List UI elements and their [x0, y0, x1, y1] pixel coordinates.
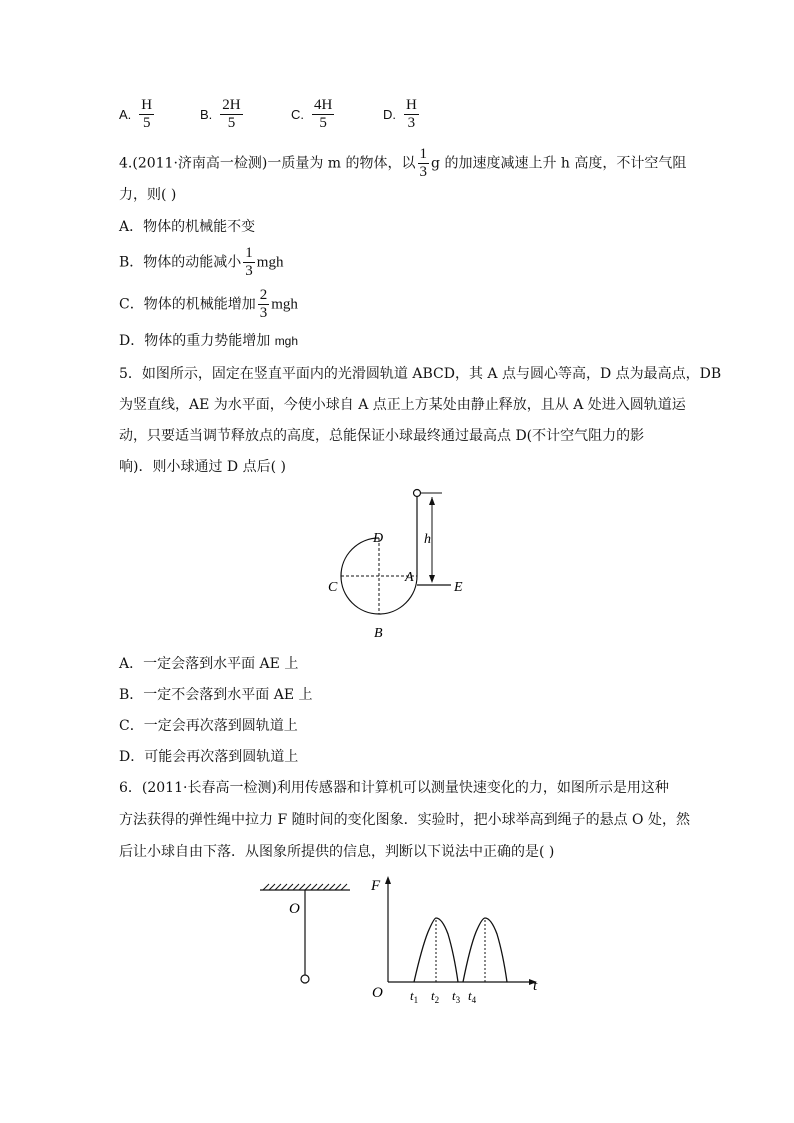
- q5-option-c: C．一定会再次落到圆轨道上: [119, 718, 298, 734]
- q6-stem-line3: 后让小球自由下落．从图象所提供的信息，判断以下说法中正确的是( ): [119, 844, 555, 860]
- q6-origin-label: O: [372, 985, 383, 1001]
- q5-option-a: A．一定会落到水平面 AE 上: [119, 656, 299, 672]
- q6-stem-line2: 方法获得的弹性绳中拉力 F 随时间的变化图象．实验时，把小球举高到绳子的悬点 O 处，然: [119, 812, 690, 828]
- q6-tick-t2: $t_2$: [431, 988, 440, 1005]
- q3-option-a: A. $\frac{H}{5}$: [119, 97, 153, 131]
- q6-tick-t1: $t_1$: [410, 988, 419, 1005]
- q5-label-a: A: [405, 570, 414, 585]
- q5-stem-line1: 5．如图所示，固定在竖直平面内的光滑圆轨道 ABCD，其 A 点与圆心等高，D 点为最高点，DB: [119, 366, 722, 382]
- q5-label-c: C: [328, 580, 338, 595]
- q3-option-b: B. $\frac{2H}{5}$: [200, 97, 241, 131]
- q4-option-c: C．物体的机械能增加 $\frac{2}{3}$ mgh: [119, 287, 298, 321]
- q4-option-a: A．物体的机械能不变: [119, 219, 256, 235]
- q5-stem-line2: 为竖直线，AE 为水平面，今使小球自 A 点正上方某处由静止释放，且从 A 处进入圆轨道运: [119, 397, 686, 413]
- q4-stem: 4.(2011·济南高一检测)一质量为 m 的物体，以 $\frac{1}{3}$ g 的加速度减速上升 h 高度，不计空气阻: [119, 146, 687, 180]
- q6-tick-t3: $t_3$: [452, 988, 461, 1005]
- q3-option-d: D. $\frac{H}{3}$: [383, 97, 417, 131]
- q5-track-diagram: [320, 485, 480, 645]
- q6-stem-line1: 6．(2011·长春高一检测)利用传感器和计算机可以测量快速变化的力，如图所示是用这种: [119, 780, 669, 796]
- q3-option-c: C. $\frac{4H}{5}$: [291, 97, 333, 131]
- q5-stem-line3: 动，只要适当调节释放点的高度，总能保证小球最终通过最高点 D(不计空气阻力的影: [119, 428, 645, 444]
- q6-tick-t4: $t_4$: [468, 988, 477, 1005]
- q5-option-b: B．一定不会落到水平面 AE 上: [119, 687, 313, 703]
- q6-label-o-suspension: O: [289, 901, 300, 917]
- q6-rope-diagram: [255, 880, 355, 990]
- q4-option-b: B．物体的动能减小 $\frac{1}{3}$ mgh: [119, 245, 284, 279]
- q4-option-d: D．物体的重力势能增加 mgh: [119, 333, 299, 349]
- q5-label-h: h: [424, 532, 431, 547]
- q5-label-d: D: [373, 531, 384, 546]
- q6-axis-label-t: t: [533, 978, 538, 994]
- q5-stem-line4: 响)．则小球通过 D 点后( ): [119, 459, 286, 475]
- q5-label-e: E: [454, 580, 463, 595]
- q6-force-time-graph: [368, 872, 548, 1007]
- q5-option-d: D．可能会再次落到圆轨道上: [119, 749, 299, 765]
- q6-axis-label-f: F: [371, 878, 381, 894]
- q4-stem-line2: 力，则( ): [119, 187, 177, 203]
- q5-label-b: B: [374, 626, 383, 641]
